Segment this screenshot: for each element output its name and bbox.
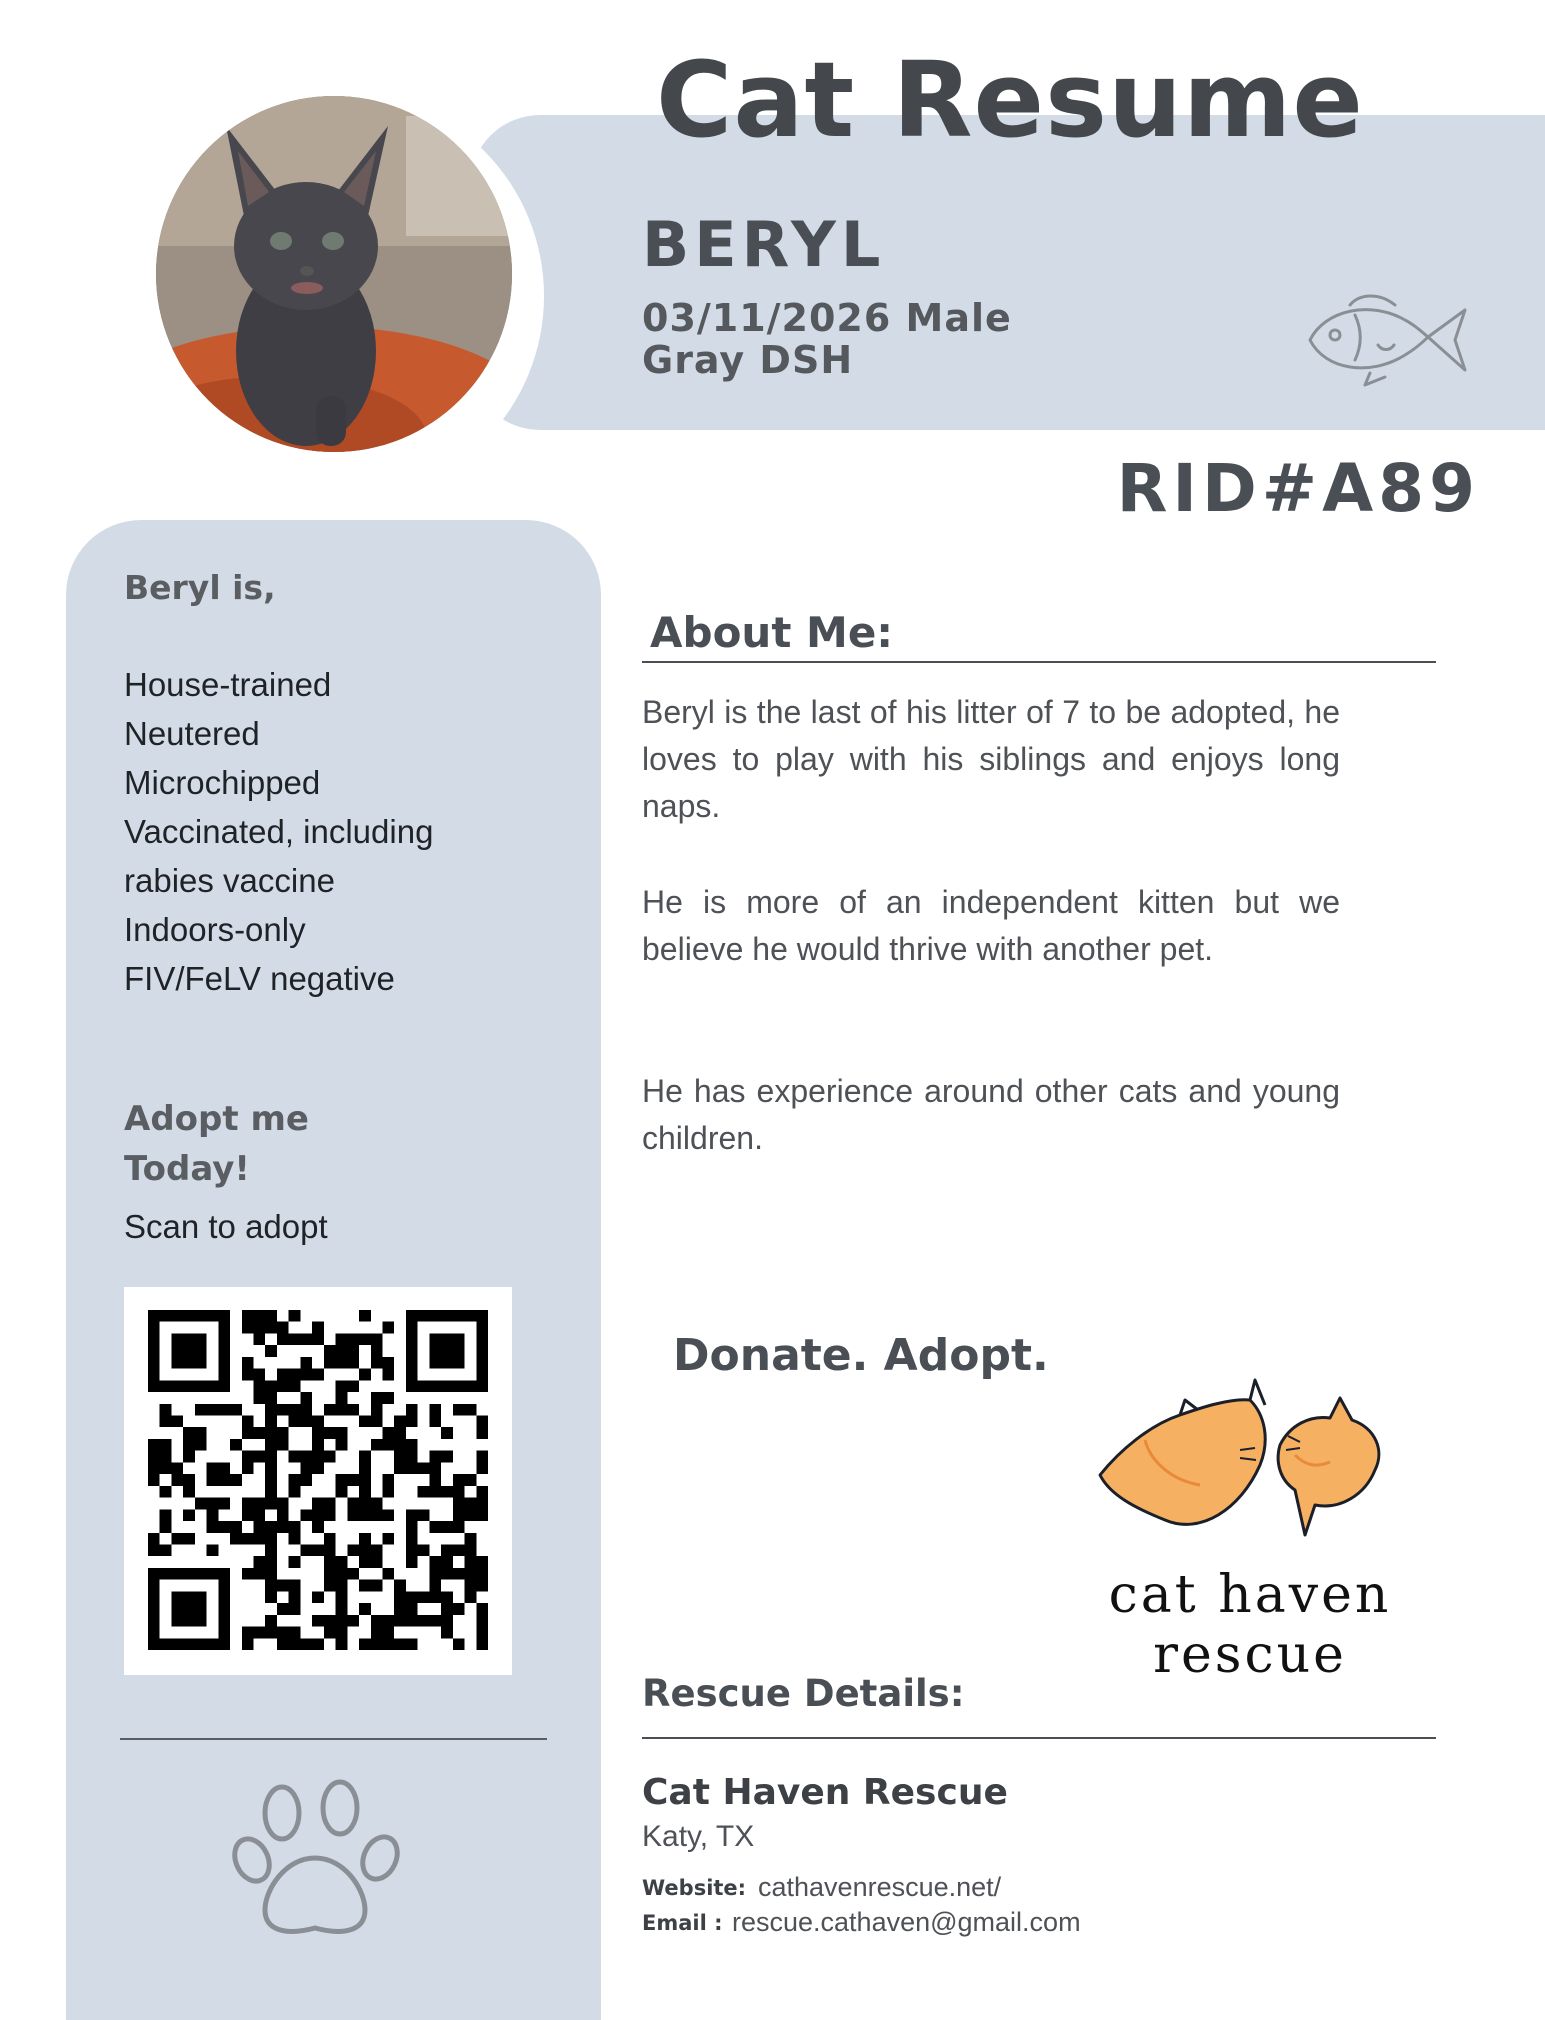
qr-code[interactable] xyxy=(148,1310,488,1650)
paw-icon xyxy=(230,1778,405,1943)
trait-item: Neutered xyxy=(124,715,260,752)
cat-haven-logo xyxy=(1090,1370,1410,1555)
trait-item: rabies vaccine xyxy=(124,862,335,899)
about-paragraph: He is more of an independent kitten but we believe he would thrive with another pet. xyxy=(642,884,1340,967)
trait-item: Indoors-only xyxy=(124,911,306,948)
cat-name: BERYL xyxy=(642,208,886,281)
trait-item: House-trained xyxy=(124,666,332,703)
org-location: Katy, TX xyxy=(642,1820,755,1853)
trait-item: Microchipped xyxy=(124,764,321,801)
org-name: Cat Haven Rescue xyxy=(642,1772,1008,1813)
traits-intro: Beryl is, xyxy=(124,568,276,607)
cat-photo xyxy=(156,96,512,452)
cat-haven-logo-text xyxy=(1050,1565,1450,1685)
about-paragraph: Beryl is the last of his litter of 7 to be adopted, he loves to play with his siblings and enjoys long naps. xyxy=(642,694,1340,824)
rescue-details-heading: Rescue Details: xyxy=(642,1672,965,1715)
fish-icon xyxy=(1300,285,1475,390)
logo-line-1: cat haven xyxy=(1108,1565,1392,1625)
website-link[interactable]: cathavenrescue.net/ xyxy=(758,1872,1002,1902)
website-label: Website: xyxy=(642,1876,747,1900)
cat-dob-sex: 03/11/2026 Male xyxy=(642,296,1012,340)
rescue-divider xyxy=(642,1737,1436,1739)
about-paragraph: He has experience around other cats and young children. xyxy=(642,1073,1340,1156)
email-label: Email : xyxy=(642,1911,723,1935)
sidebar-divider xyxy=(120,1738,547,1740)
adopt-title: Adopt me Today! xyxy=(124,1099,309,1189)
email-link[interactable]: rescue.cathaven@gmail.com xyxy=(732,1907,1081,1937)
logo-line-2: rescue xyxy=(1153,1625,1347,1685)
about-divider xyxy=(642,661,1436,663)
cat-photo-art xyxy=(156,96,512,452)
rescue-id: RID#A89 xyxy=(1116,450,1480,527)
page-title: Cat Resume xyxy=(656,39,1364,161)
cat-color-breed: Gray DSH xyxy=(642,338,854,382)
donate-adopt-tagline: Donate. Adopt. xyxy=(673,1330,1049,1381)
trait-item: Vaccinated, including xyxy=(124,813,434,850)
traits-list xyxy=(124,660,433,1003)
scan-label: Scan to adopt xyxy=(124,1208,328,1245)
trait-item: FIV/FeLV negative xyxy=(124,960,395,997)
about-heading: About Me: xyxy=(650,608,894,657)
